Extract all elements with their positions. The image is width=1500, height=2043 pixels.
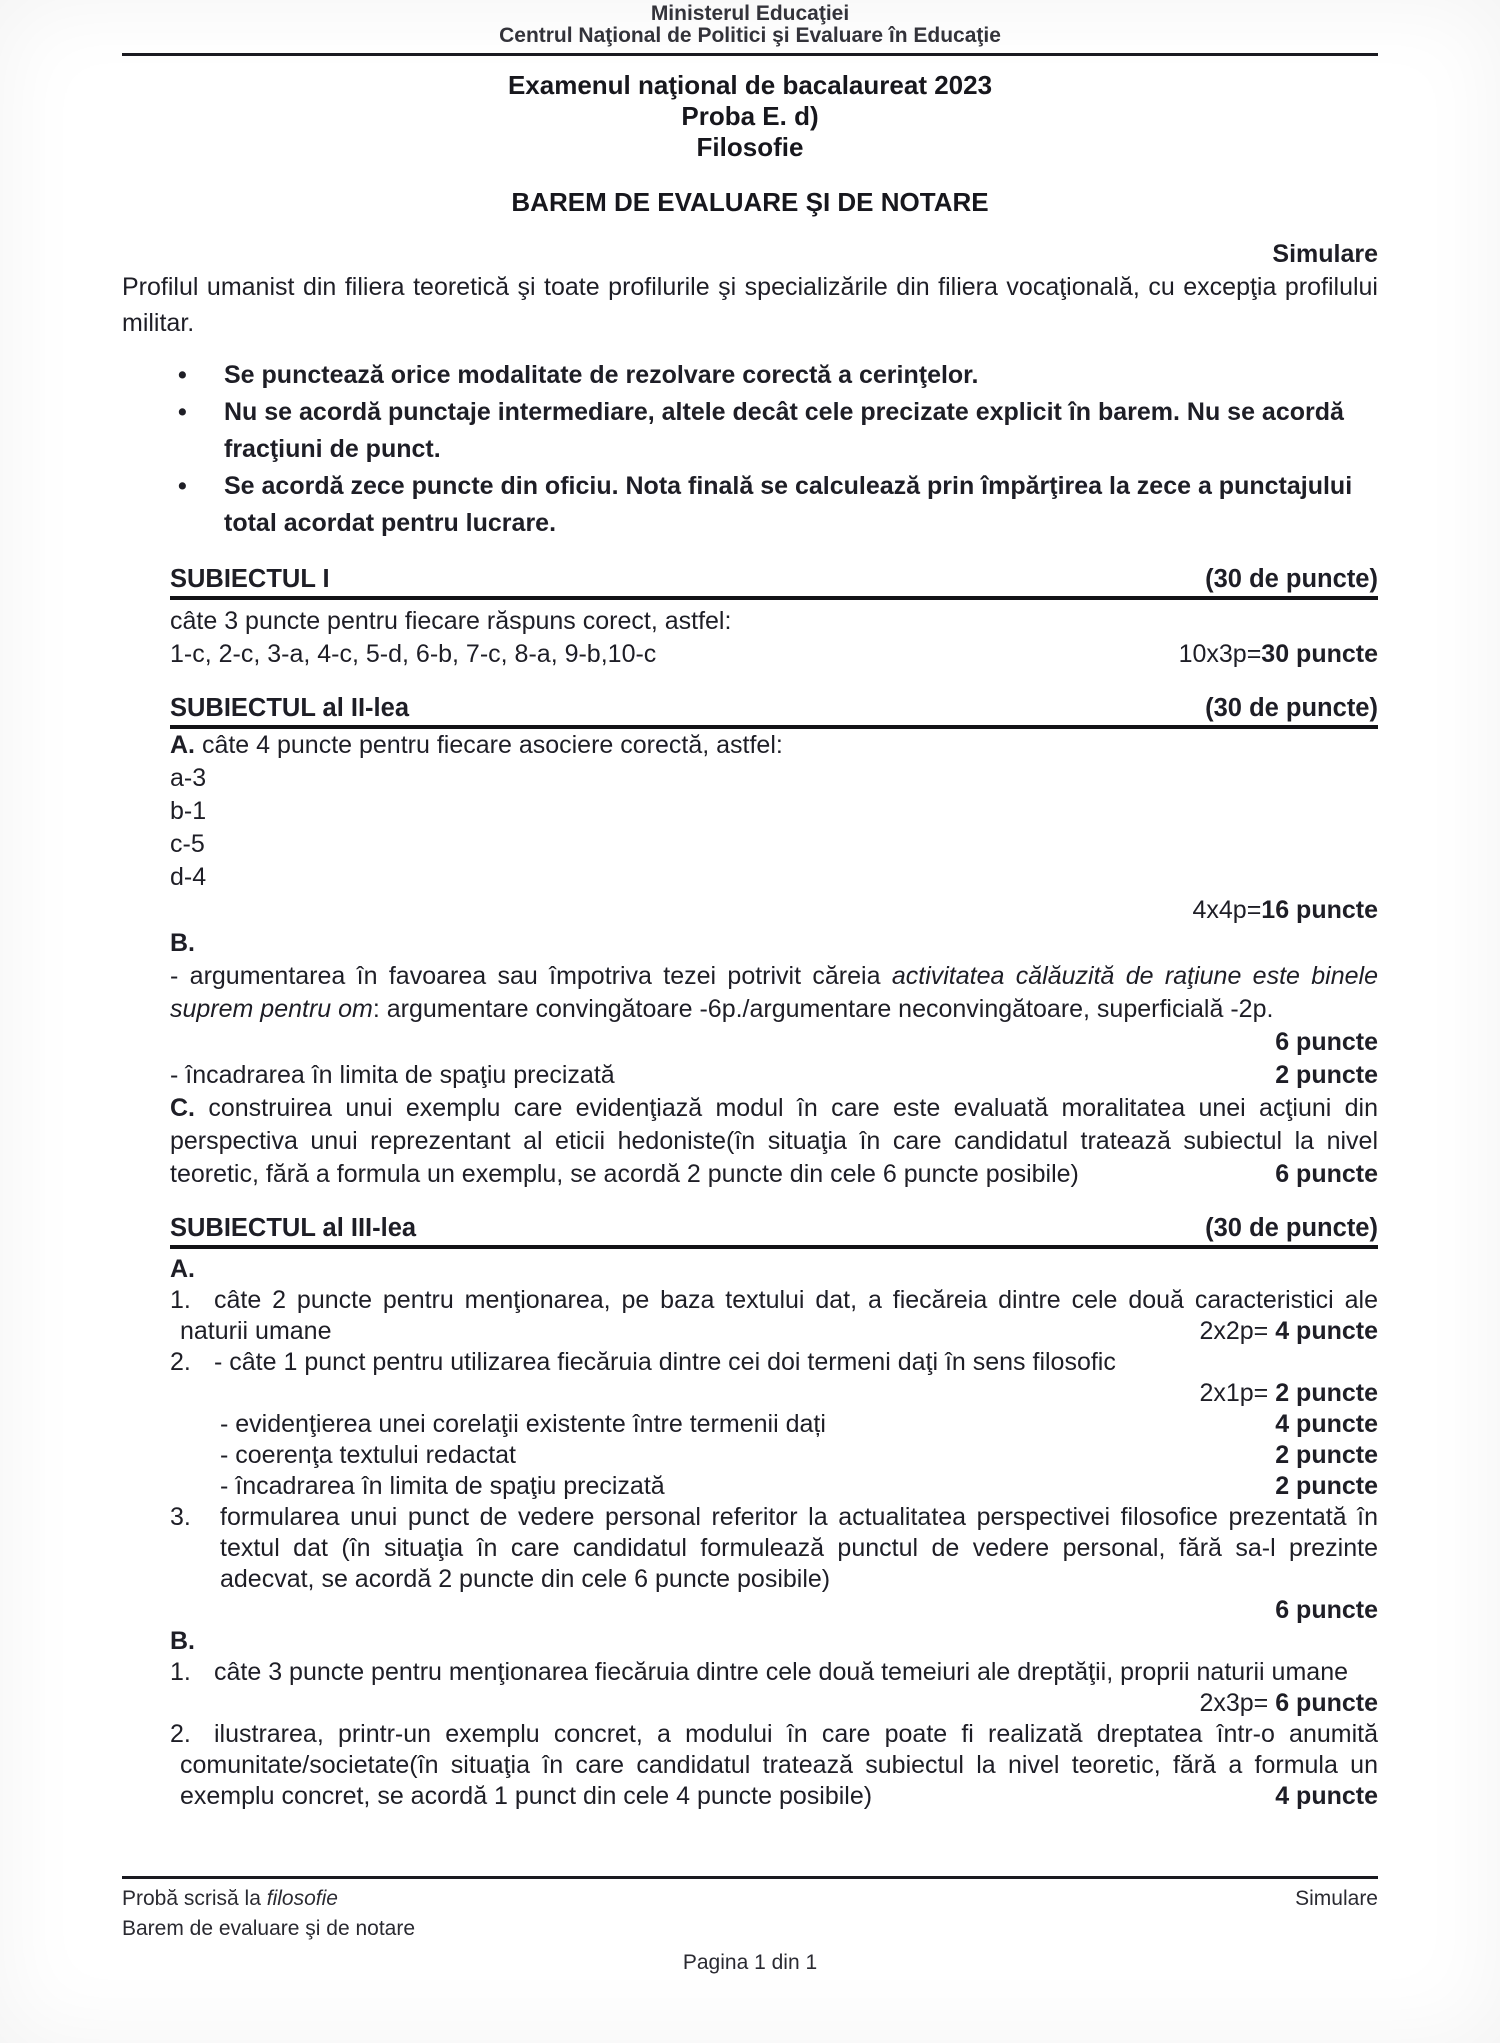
part-b-row: [170, 1626, 1378, 1657]
part-label: B.: [170, 1627, 195, 1655]
pair-row: d-4: [170, 863, 207, 891]
part-label: A.: [170, 731, 195, 759]
section-heading-row: [170, 1213, 1378, 1249]
item-number: 3.: [170, 1503, 191, 1531]
pair-row: c-5: [170, 830, 205, 858]
section-heading: SUBIECTUL I: [170, 565, 330, 593]
rule-item: [178, 357, 1378, 394]
score-formula: 4x4p=: [1192, 896, 1262, 924]
score-value: 4 puncte: [1275, 1410, 1378, 1438]
item-number: 2.: [170, 1348, 191, 1376]
score-value: 6 puncte: [1275, 1596, 1378, 1624]
item-number: 2.: [170, 1720, 191, 1748]
section-subiectul-1: [170, 564, 1378, 671]
criterion-row: [170, 1059, 1378, 1092]
section-subiectul-3: [170, 1213, 1378, 1812]
numbered-item: [170, 1347, 1378, 1378]
criterion-text: câte 3 puncte pentru fiecare răspuns corect, astfel:: [170, 607, 732, 635]
pair-row: b-1: [170, 797, 207, 825]
score: [1199, 1688, 1378, 1719]
ministry-header: [122, 0, 1378, 56]
footer-session: Simulare: [1295, 1887, 1378, 1910]
criterion-text: ilustrarea, printr-un exemplu concret, a modului în care poate fi realizată dreptatea într-o anumită comunitate/societate(în situaţia în care candidatul tratează subiectul la nivel teoretic, fără a formula un exemplu concret, se acordă 1 punct din cele 4 puncte posibile): [180, 1720, 1378, 1810]
score-value: 4 puncte: [1275, 1317, 1378, 1345]
criterion-text: câte 2 puncte pentru menţionarea, pe baza textului dat, a fiecăreia dintre cele două caracteristici ale naturii umane: [180, 1286, 1378, 1345]
section-points: (30 de puncte): [1205, 1214, 1378, 1242]
score-value: 6 puncte: [1275, 1160, 1378, 1188]
part-label: C.: [170, 1094, 195, 1122]
criterion-paragraph: [170, 1092, 1378, 1191]
score-formula: 2x1p=: [1199, 1379, 1276, 1407]
score-row: [170, 1378, 1378, 1409]
sub-criterion-row: [220, 1409, 1378, 1440]
part-label: A.: [170, 1255, 195, 1283]
answer-key-row: [170, 638, 1378, 671]
pair-row: a-3: [170, 764, 207, 792]
score-value: 2 puncte: [1275, 1061, 1378, 1089]
score-value: 16 puncte: [1261, 896, 1378, 924]
rule-text: Nu se acordă punctaje intermediare, altele decât cele precizate explicit în barem. Nu se acordă fracţiuni de punct.: [224, 398, 1344, 463]
score: [1179, 638, 1378, 671]
score-value: 30 puncte: [1261, 640, 1378, 668]
criterion-text: - încadrarea în limita de spaţiu precizată: [220, 1472, 665, 1500]
criterion-text: formularea unui punct de vedere personal referitor la actualitatea perspectivei filosofice prezentată în textul dat (în situaţia în care candidatul formulează punctul de vedere personal, fără sa-l prezinte adecvat, se acordă 2 puncte din cele 6 puncte posibile): [220, 1503, 1378, 1593]
criterion-text: câte 4 puncte pentru fiecare asociere corectă, astfel:: [195, 731, 783, 759]
scoring-rules-list: [178, 357, 1378, 542]
sub-criterion-row: [220, 1471, 1378, 1502]
footer-row: [122, 1884, 1378, 1914]
part-a-row: [170, 729, 1378, 762]
numbered-item: [170, 1719, 1378, 1812]
criterion-text: - coerenţa textului redactat: [220, 1441, 516, 1469]
criterion-text: - evidenţierea unei corelaţii existente între termenii dați: [220, 1410, 826, 1438]
bullet-icon: •: [178, 361, 187, 389]
national-center-line: Centrul Naţional de Politici şi Evaluare în Educaţie: [499, 24, 1001, 47]
exam-subject: Filosofie: [696, 132, 804, 162]
session-label: Simulare: [1272, 240, 1378, 268]
section-heading: SUBIECTUL al II-lea: [170, 694, 410, 722]
numbered-item: [170, 1285, 1378, 1347]
part-b-row: [170, 927, 1378, 960]
section-subiectul-2: [170, 693, 1378, 1191]
exam-proba: Proba E. d): [681, 101, 819, 131]
criterion-text: : argumentare convingătoare -6p./argumentare neconvingătoare, superficială -2p.: [372, 995, 1274, 1023]
footer-subject-italic: filosofie: [266, 1887, 338, 1910]
exam-title: Examenul naţional de bacalaureat 2023: [507, 70, 993, 100]
numbered-item: [170, 1657, 1378, 1719]
part-a-row: [170, 1254, 1378, 1285]
section-heading-row: [170, 564, 1378, 600]
exam-title-block: [122, 70, 1378, 163]
criterion-text: - argumentarea în favoarea sau împotriva tezei potrivit căreia: [170, 962, 892, 990]
barem-title: BAREM DE EVALUARE ŞI DE NOTARE: [511, 187, 989, 217]
page-number: Pagina 1 din 1: [682, 1951, 818, 1974]
bullet-icon: •: [178, 398, 187, 426]
criterion-text: - încadrarea în limita de spaţiu precizată: [170, 1061, 615, 1089]
score-value: 2 puncte: [1275, 1472, 1378, 1500]
score-row: [170, 1595, 1378, 1626]
rule-item: [178, 468, 1378, 542]
criterion-paragraph: [170, 960, 1378, 1059]
criterion-text: câte 3 puncte pentru menţionarea fiecăruia dintre cele două temeiuri ale dreptăţii, proprii naturii umane: [214, 1658, 1348, 1686]
score: [1199, 1316, 1378, 1347]
score-row: [170, 894, 1378, 927]
score-value: 2 puncte: [1275, 1441, 1378, 1469]
sub-criterion-row: [220, 1440, 1378, 1471]
part-label: B.: [170, 929, 195, 957]
page-footer: [122, 1876, 1378, 1978]
rule-text: Se acordă zece puncte din oficiu. Nota finală se calculează prin împărţirea la zece a punctajului total acordat pentru lucrare.: [224, 472, 1353, 537]
rule-text: Se punctează orice modalitate de rezolvare corectă a cerinţelor.: [224, 361, 979, 389]
answer-key: 1-c, 2-c, 3-a, 4-c, 5-d, 6-b, 7-c, 8-a, 9-b,10-c: [170, 640, 657, 668]
rule-item: [178, 394, 1378, 468]
ministry-line: Ministerul Educaţiei: [650, 2, 850, 25]
item-number: 1.: [170, 1658, 191, 1686]
score-value: 6 puncte: [1275, 1689, 1378, 1717]
score-value: 6 puncte: [1275, 1028, 1378, 1056]
criterion-text: - câte 1 punct pentru utilizarea fiecăruia dintre cei doi termeni daţi în sens filosofic: [214, 1348, 1116, 1376]
page-content: [122, 0, 1378, 1812]
section-heading-row: [170, 693, 1378, 729]
profile-note: Profilul umanist din filiera teoretică şi toate profilurile şi specializările din filiera vocaţională, cu excepţia profilului militar.: [122, 273, 1378, 337]
criterion-text: construirea unui exemplu care evidenţiază modul în care este evaluată moralitatea unei acţiuni din perspectiva unui reprezentant al eticii hedoniste(în situaţia în care candidatul tratează subiectul la nivel teoretic, fără a formula un exemplu, se acordă 2 puncte din cele 6 puncte posibile): [170, 1094, 1378, 1188]
item-number: 1.: [170, 1286, 191, 1314]
section-points: (30 de puncte): [1205, 565, 1378, 593]
footer-proba-text: Probă scrisă la: [122, 1887, 267, 1910]
section-heading: SUBIECTUL al III-lea: [170, 1214, 417, 1242]
score-formula: 2x3p=: [1199, 1689, 1276, 1717]
footer-barem-line: Barem de evaluare şi de notare: [122, 1917, 416, 1940]
score-value: 2 puncte: [1275, 1379, 1378, 1407]
thesis-quote: activitatea călăuzită de raţiune este binele suprem pentru om: [170, 962, 1379, 1023]
footer-proba: [122, 1884, 338, 1914]
numbered-item: [170, 1502, 1378, 1595]
score-formula: 10x3p=: [1178, 640, 1262, 668]
section-points: (30 de puncte): [1205, 694, 1378, 722]
score-formula: 2x2p=: [1199, 1317, 1276, 1345]
bullet-icon: •: [178, 472, 187, 500]
score-value: 4 puncte: [1275, 1782, 1378, 1810]
